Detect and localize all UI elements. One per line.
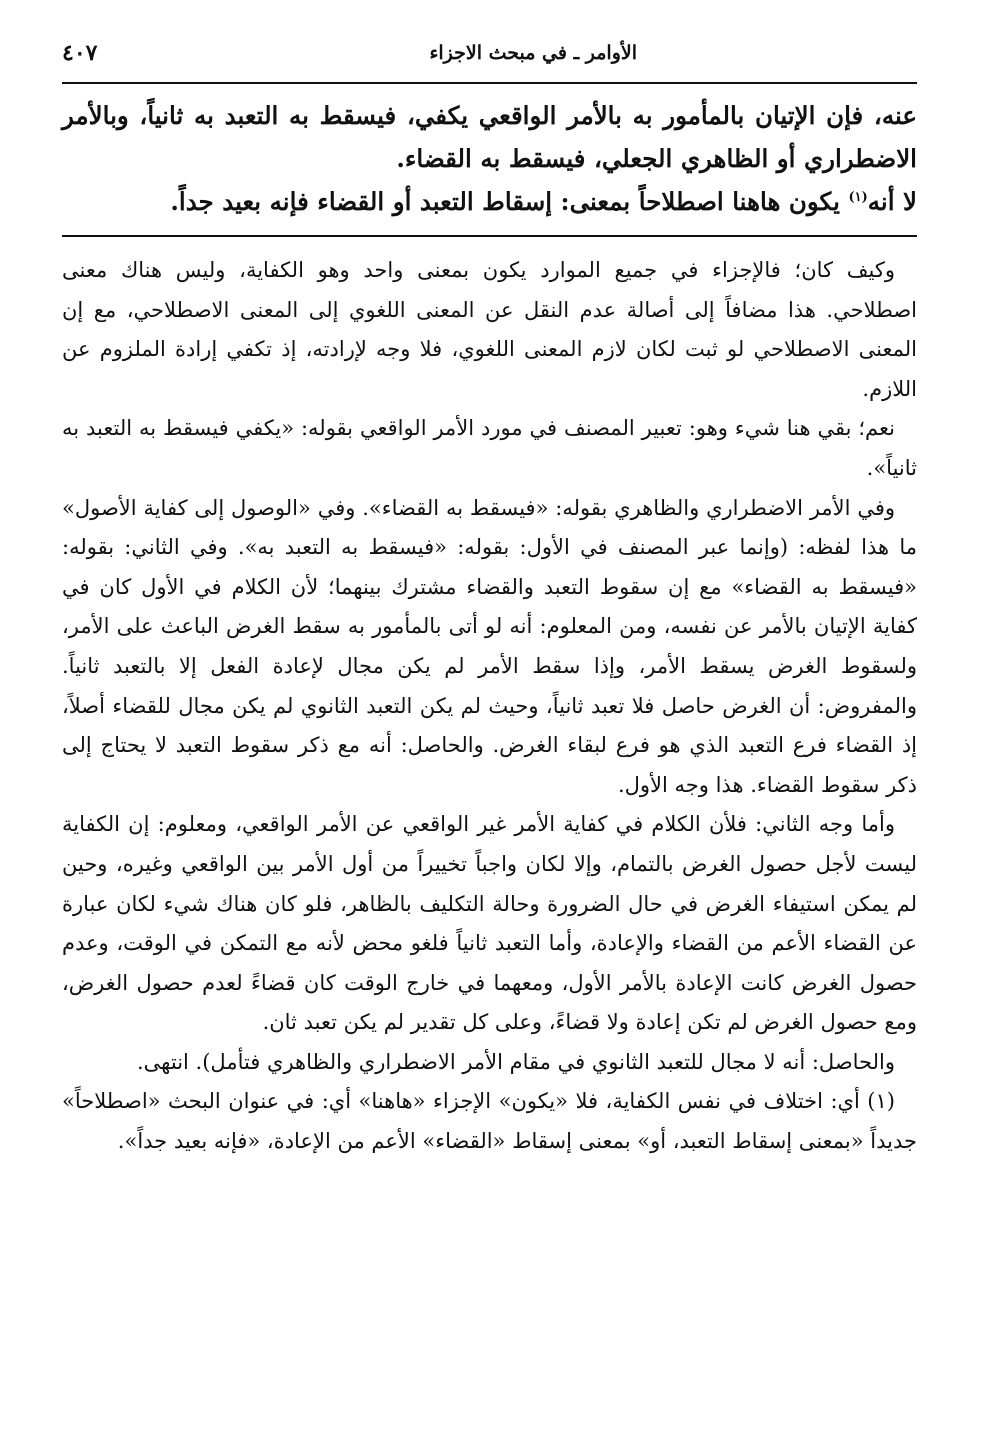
- main-text: [62, 94, 917, 223]
- main-text-rule: [62, 235, 917, 237]
- main-text-segment: يكون هاهنا اصطلاحاً بمعنى: إسقاط التعبد أو القضاء فإنه بعيد جداً.: [170, 187, 849, 216]
- main-paragraph: عنه، فإن الإتيان بالمأمور به بالأمر الواقعي يكفي، فيسقط به التعبد به ثانياً، وبالأمر الاضطراري أو الظاهري الجعلي، فيسقط به القضاء.: [62, 101, 917, 173]
- page: [62, 38, 917, 1162]
- commentary-paragraph: والحاصل: أنه لا مجال للتعبد الثانوي في مقام الأمر الاضطراري والظاهري فتأمل). انتهى.: [137, 1049, 895, 1074]
- footnote-text: (١) أي: اختلاف في نفس الكفاية، فلا «يكون» الإجزاء «هاهنا» أي: في عنوان البحث «اصطلاحاً» جديداً «بمعنى إسقاط التعبد، أو» بمعنى إسقاط «القضاء» الأعم من الإعادة، «فإنه بعيد جداً».: [62, 1089, 917, 1154]
- commentary-paragraph: وفي الأمر الاضطراري والظاهري بقوله: «فيسقط به القضاء». وفي «الوصول إلى كفاية الأصول» ما هذا لفظه: (وإنما عبر المصنف في الأول: بقوله: «فيسقط به التعبد به». وفي الثاني: بقوله: «فيسقط به القضاء» مع إن سقوط التعبد والقضاء مشترك بينهما؛ لأن الكلام في الأول كان في كفاية الإتيان بالأمر عن نفسه، ومن المعلوم: أنه لو أتى بالمأمور به سقط الغرض الباعث على الأمر، ولسقوط الغرض يسقط الأمر، وإذا سقط الأمر لم يكن مجال لإعادة الفعل إلا بالتعبد ثانياً. والمفروض: أن الغرض حاصل فلا تعبد ثانياً، وحيث لم يكن التعبد الثانوي لم يكن مجال للقضاء أصلاً، إذ القضاء فرع التعبد الذي هو فرع لبقاء الغرض. والحاصل: أنه مع ذكر سقوط التعبد لا يحتاج إلى ذكر سقوط القضاء. هذا وجه الأول.: [62, 495, 917, 797]
- running-title: الأوامر ـ في مبحث الاجزاء: [429, 42, 637, 64]
- main-paragraph: [62, 180, 917, 223]
- commentary-paragraph: وأما وجه الثاني: فلأن الكلام في كفاية الأمر غير الواقعي عن الأمر الواقعي، ومعلوم: إن الكفاية ليست لأجل حصول الغرض بالتمام، وإلا لكان واجباً تخييراً من أول الأمر بين الواقعي وغيره، وحين لم يمكن استيفاء الغرض في حال الضرورة وحالة التكليف بالظاهر، فلو كان هناك شيء لكان عبارة عن القضاء الأعم من القضاء والإعادة، وأما التعبد ثانياً فلغو محض لأنه مع التمكن في الوقت، وعدم حصول الغرض كانت الإعادة بالأمر الأول، ومعهما في خارج الوقت كان قضاءً لعدم حصول الغرض، ومع حصول الغرض لم تكن إعادة ولا قضاءً، وعلى كل تقدير لم يكن تعبد ثان.: [62, 812, 917, 1035]
- page-number: ٤٠٧: [62, 40, 98, 66]
- commentary-paragraph: وكيف كان؛ فالإجزاء في جميع الموارد يكون بمعنى واحد وهو الكفاية، وليس هناك معنى اصطلاحي. هذا مضافاً إلى أصالة عدم النقل عن المعنى اللغوي إلى المعنى الاصطلاحي، مع إن المعنى الاصطلاحي لو ثبت لكان لازم المعنى اللغوي، فلا وجه لإرادته، إذ تكفي إرادة الملزوم عن اللازم.: [62, 258, 917, 401]
- commentary-paragraph: نعم؛ بقي هنا شيء وهو: تعبير المصنف في مورد الأمر الواقعي بقوله: «يكفي فيسقط به التعبد به ثانياً».: [62, 416, 917, 480]
- footnote-marker: (١): [848, 189, 868, 205]
- main-text-segment: لا أنه: [867, 187, 917, 216]
- page-header: [62, 38, 917, 82]
- commentary: [62, 251, 917, 1082]
- footnote: [62, 1082, 917, 1161]
- header-rule: [62, 82, 917, 84]
